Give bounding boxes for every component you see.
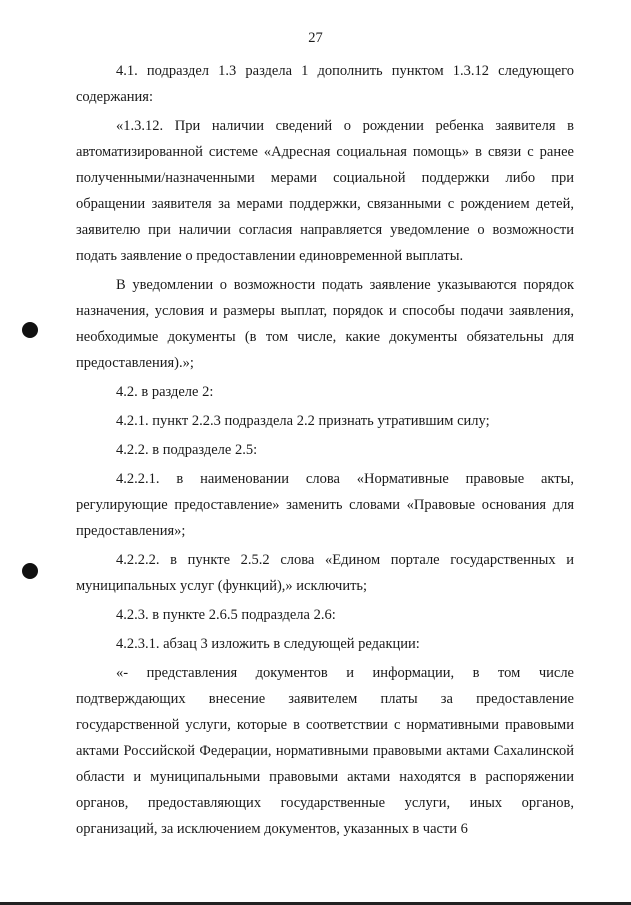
paragraph-notification: В уведомлении о возможности подать заявление указываются порядок назначения, условия и размеры выплат, порядок и способы подачи заявления, необходимые документы (в том числе, какие документы обязательны для предоставления).»; [76,277,574,371]
page-number: 27 [308,30,323,46]
paragraph-4-2-1: 4.2.1. пункт 2.2.3 подраздела 2.2 признать утратившим силу; [116,413,490,429]
paragraph-4-2: 4.2. в разделе 2: [116,384,214,400]
paragraph-4-2-2: 4.2.2. в подразделе 2.5: [116,442,258,458]
paragraph-4-2-3: 4.2.3. в пункте 2.6.5 подраздела 2.6: [116,607,336,623]
paragraph-4-1: 4.1. подраздел 1.3 раздела 1 дополнить пунктом 1.3.12 следующего содержания: [76,63,574,105]
paragraph-1-3-12: «1.3.12. При наличии сведений о рождении ребенка заявителя в автоматизированной системе «Адресная социальная помощь» в связи с ранее полученными/назначенными мерами социальной поддержки либо при обращении заявителя за мерами поддержки, связанными с рождением детей, заявителю при наличии согласия направляется уведомление о возможности подать заявление о предоставлении единовременной выплаты. [76,118,574,264]
paragraph-4-2-3-1: 4.2.3.1. абзац 3 изложить в следующей редакции: [116,636,420,652]
paragraph-quote-documents: «- представления документов и информации, в том числе подтверждающих внесение заявителем платы за предоставление государственной услуги, которые в соответствии с нормативными правовыми актами Российской Федерации, нормативными правовыми актами Сахалинской области и муниципальными правовыми актами находятся в распоряжении органов, предоставляющих государственные услуги, иных органов, организаций, за исключением документов, указанных в части 6 [76,665,574,837]
punch-hole-bottom [22,563,38,579]
paragraph-4-2-2-2: 4.2.2.2. в пункте 2.5.2 слова «Едином портале государственных и муниципальных услуг (функций),» исключить; [76,552,574,594]
punch-hole-top [22,322,38,338]
document-body [76,58,574,842]
paragraph-4-2-2-1: 4.2.2.1. в наименовании слова «Нормативные правовые акты, регулирующие предоставление» заменить словами «Правовые основания для предоставления»; [76,471,574,539]
